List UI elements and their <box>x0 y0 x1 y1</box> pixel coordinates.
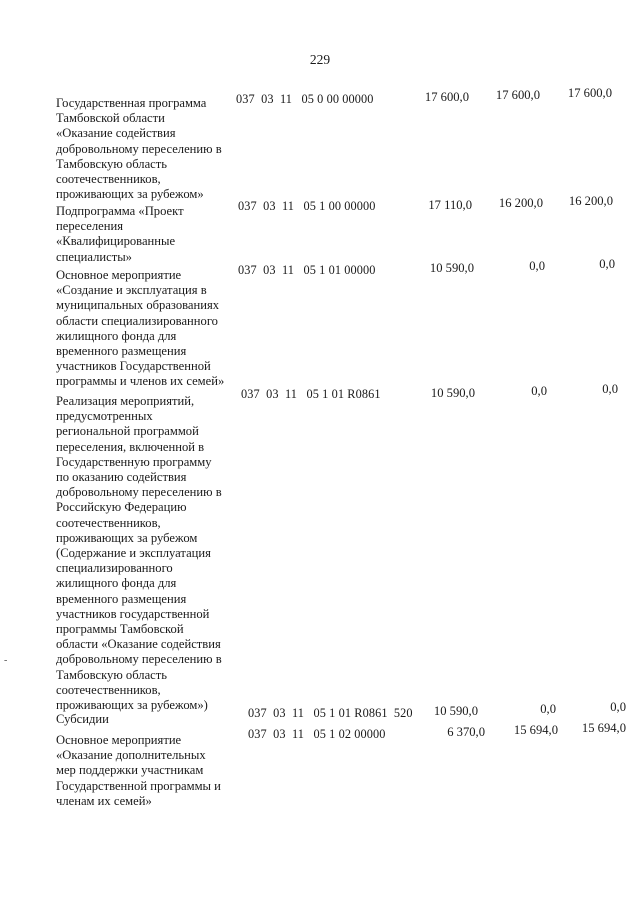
row-name: Основное мероприятие «Создание и эксплуатация в муниципальных образованиях области специализированного жилищного фонда для временного размещения участников Государственной программы и членов их семей» <box>56 268 225 389</box>
row-amount-1: 10 590,0 <box>433 704 478 718</box>
row-amount-3: 17 600,0 <box>567 86 612 100</box>
row-amount-2: 15 694,0 <box>513 723 558 737</box>
row-code: 037 03 11 05 1 02 00000 <box>248 727 386 741</box>
row-amount-1: 6 370,0 <box>447 725 485 739</box>
row-amount-2: 0,0 <box>529 259 545 273</box>
margin-mark: - <box>4 655 8 666</box>
row-amount-2: 16 200,0 <box>498 196 543 210</box>
row-amount-3: 16 200,0 <box>568 194 613 208</box>
row-amount-1: 10 590,0 <box>430 386 475 400</box>
row-code: 037 03 11 05 1 01 00000 <box>238 263 376 277</box>
page-number: 229 <box>309 52 331 67</box>
row-name: Субсидии <box>56 712 109 726</box>
row-amount-1: 17 600,0 <box>424 90 469 104</box>
row-amount-1: 10 590,0 <box>429 261 474 275</box>
row-code: 037 03 11 05 1 00 00000 <box>238 199 376 213</box>
row-name: Подпрограмма «Проект переселения «Квалифицированные специалисты» <box>56 204 184 264</box>
row-amount-2: 0,0 <box>531 384 547 398</box>
row-amount-2: 0,0 <box>540 702 556 716</box>
row-code: 037 03 11 05 1 01 R0861 520 <box>248 706 413 720</box>
row-name: Основное мероприятие «Оказание дополнительных мер поддержки участникам Государственной программы и членам их семей» <box>56 733 221 808</box>
row-amount-3: 0,0 <box>599 257 615 271</box>
row-name: Государственная программа Тамбовской области «Оказание содействия добровольному переселению в Тамбовскую область соотечественников, проживающих за рубежом» <box>56 96 222 202</box>
row-code: 037 03 11 05 0 00 00000 <box>236 92 374 106</box>
row-name: Реализация мероприятий, предусмотренных региональной программой переселения, включенной в Государственную программу по оказанию содействия добровольному переселению в Российскую Федерацию соотечественников, проживающих за рубежом (Содержание и эксплуатация специализированного жилищного фонда для временного размещения участников государственной программы Тамбовской области «Оказание содействия добровольному переселению в Тамбовскую область соотечественников, проживающих за рубежом») <box>56 394 222 713</box>
row-amount-1: 17 110,0 <box>428 198 472 212</box>
row-amount-2: 17 600,0 <box>495 88 540 102</box>
row-code: 037 03 11 05 1 01 R0861 <box>241 387 381 401</box>
row-amount-3: 0,0 <box>602 382 618 396</box>
row-amount-3: 0,0 <box>610 700 626 714</box>
row-amount-3: 15 694,0 <box>581 721 626 735</box>
